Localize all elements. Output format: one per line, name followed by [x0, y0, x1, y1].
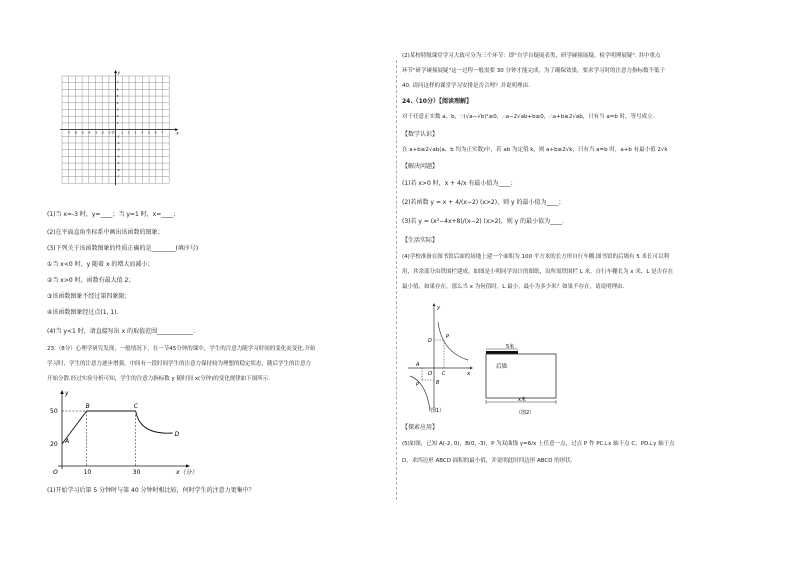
x-tick-label: -3	[94, 130, 98, 135]
x-tick-label: 30	[132, 469, 141, 476]
problem-2: (2)若函数 y = x + 4/(x−2) (x>2)，则 y 的最小值为____；	[402, 199, 565, 206]
figure-1-hyperbola	[404, 300, 474, 412]
x-tick-label: 2	[127, 130, 130, 135]
y-tick-label: 4	[116, 100, 119, 105]
q22-part2: (2)在平面直角坐标系中画出该函数的图象；	[47, 229, 164, 236]
figure-2-shed	[480, 340, 570, 418]
x-tick-label: -4	[87, 130, 91, 135]
section-know: 【数学认识】	[402, 131, 439, 138]
y-tick-label: -2	[116, 141, 120, 145]
fig1-origin: O	[428, 371, 433, 377]
problem-5-line1: (5)如图，已知 A(-2, 0)，B(0, -3)，P 为双曲线 y=6/x 上任意一点，过点 P 作 PC⊥x 轴于点 C，PD⊥y 轴于点	[402, 441, 675, 447]
q24-heading: 24.（10分）【阅读理解】	[402, 98, 472, 105]
q23-line3: 开始分散.经过实验分析可知，学生的注意力指标数 y 随时间 x(分钟)的变化规律如下图所示.	[47, 376, 271, 382]
grid-origin: O	[111, 130, 115, 135]
y-tick-label: 2	[116, 114, 119, 119]
problem-5-line2: D，求四边形 ABCD 面积的最小值，并说明此时四边形 ABCD 的形状.	[402, 458, 573, 464]
grid-x-label: x	[176, 130, 179, 136]
problem-4-line2: 用，其余部分由铁围栏建成，如图是小明同学设计的图纸，设所需铁围栏 L 米，自行车棚长为 x 米，L 是否存在	[402, 269, 674, 275]
q24-intro: 对于任意正实数 a、b，∵(√a−√b)²≥0，∴a−2√ab+b≥0，∴a+b≥2√ab，只有当 a=b 时，等号成立.	[402, 114, 655, 120]
q22-option3: ③该函数图象不经过第四象限；	[47, 293, 131, 300]
y-tick-label: 20	[50, 441, 58, 448]
chart-x-arrow	[186, 464, 190, 468]
q23-part1: (1)开始学习后第 5 分钟时与第 40 分钟时相比较，何时学生的注意力更集中？	[47, 487, 255, 494]
section-explore: 【探索应用】	[402, 424, 439, 431]
chart-y-label: y	[65, 390, 69, 397]
fig1-x-label: x	[467, 371, 471, 377]
fig1-point-p2: P	[416, 382, 420, 388]
fig2-caption: （图2）	[516, 410, 535, 416]
q22-part3: (3)下列关于该函数图象的性质正确的是________(填序号)	[47, 245, 199, 252]
fig1-point-b: B	[436, 380, 440, 386]
y-tick-label: 50	[50, 408, 58, 415]
problem-4-line3: 最小值，如果存在，那么当 x 为何值时，L 最小，最小为多少米？如果不存在，请说明理由.	[402, 284, 625, 290]
chart-origin: O	[53, 469, 58, 476]
fig1-point-p1: P	[446, 334, 450, 340]
grid-y-label: y	[117, 70, 120, 75]
problem-3: (3)若 y = (x²−4x+8)/(x−2) (x>2)，则 y 的最小值为____.	[402, 218, 565, 225]
q22-option4: ④该函数图象经过点(1, 1).	[47, 309, 119, 316]
y-tick-label: -1	[116, 134, 120, 139]
q22-option1: ①当 x<0 时，y 随着 x 的增大而减小；	[47, 261, 154, 268]
y-tick-label: -4	[116, 154, 120, 159]
x-tick-label: 6	[154, 130, 157, 135]
fig1-point-d: D	[428, 338, 432, 344]
y-tick-label: -7	[116, 174, 120, 179]
x-tick-label: 4	[141, 130, 144, 135]
x-tick-label: -5	[80, 130, 84, 135]
fig1-point-a: A	[416, 362, 420, 368]
point-label-d: D	[174, 431, 180, 438]
point-label-b: B	[85, 403, 90, 410]
chart-y-arrow	[60, 390, 64, 394]
x-tick-label: -2	[101, 130, 104, 135]
section-life: 【生活实际】	[402, 237, 439, 244]
x-tick-label: 7	[161, 130, 164, 135]
point-label-c: C	[133, 403, 138, 410]
x-tick-label: 1	[121, 130, 124, 135]
fig2-bottom-label: x米	[518, 397, 526, 403]
q22-part1: (1)当 x=-3 时，y=____；当 y=1 时，x=____；	[47, 211, 180, 218]
section-solve: 【解决问题】	[402, 163, 439, 170]
y-tick-label: 3	[116, 107, 119, 112]
attention-chart	[40, 392, 200, 482]
problem-1: (1)若 x>0 时，x + 4/x 有最小值为____；	[402, 180, 517, 187]
x-tick-label: 5	[147, 130, 150, 135]
q23-part2-line3: 40. 请问这样的课堂学习安排是否合理？并说明理由.	[402, 83, 530, 89]
q23-line1: 23.（8分）心理学研究发现，一般情况下，在一节45分钟的课中，学生的注意力随学习时间的变化而变化.开始	[47, 346, 316, 352]
y-tick-label: 1	[116, 120, 119, 125]
chart-x-label: x（分）	[176, 469, 198, 476]
fig1-y-label: y	[437, 305, 441, 311]
fig2-top-label: 5米	[506, 344, 515, 350]
x-tick-label: 3	[134, 130, 137, 135]
y-tick-label: -6	[116, 167, 120, 172]
q23-line2: 学习时，学生的注意力逐步增强，中间有一段时间学生的注意力保持较为理想的稳定状态，随后学生的注意力	[47, 361, 312, 367]
problem-4-line1: (4)学校准备在图书馆后面的场地上建一个面积为 100 平方米的长方形自行车棚.图书馆的后墙有 5 米长可以利	[402, 254, 670, 260]
x-tick-label: -7	[67, 130, 71, 135]
y-tick-label: -3	[116, 147, 120, 152]
column-divider	[396, 60, 397, 500]
y-tick-label: 7	[116, 80, 119, 85]
q23-part2-line1: (2)某校特级课堂学习大致可分为三个环节：即"自学自疑展表类、研学碰撞展疑、检学明理展疑". 其中重点	[402, 53, 661, 59]
x-tick-label: -6	[74, 130, 78, 135]
point-label-a: A	[65, 438, 70, 445]
coordinate-grid	[60, 70, 182, 198]
y-tick-label: -5	[116, 161, 120, 166]
x-tick-label: -1	[107, 130, 111, 135]
know-text: 在 a+b≥2√ab(a、b 均为正实数)中，若 ab 为定值 k，则 a+b≥2√k，只有当 a=b 时，a+b 有最小值 2√k	[402, 147, 668, 153]
q22-part4: (4)当 y<1 时，请直接写出 x 的取值范围____________.	[47, 328, 195, 335]
y-tick-label: 6	[116, 87, 119, 92]
fig1-caption: （图1）	[426, 408, 445, 414]
q23-part2-line2: 环节"研学碰撞展疑"这一过程一般需要 30 分钟才能完成，为了确保效果，要求学习时的注意力指标数不低于	[402, 68, 666, 74]
fig1-point-c: C	[442, 371, 446, 377]
q22-option2: ②当 x>0 时，函数有最大值 2；	[47, 277, 135, 284]
x-tick-label: 10	[83, 469, 92, 476]
curve-cd	[136, 411, 173, 433]
fig2-wall-label: 后墙	[496, 364, 508, 370]
y-tick-label: 5	[116, 94, 119, 99]
